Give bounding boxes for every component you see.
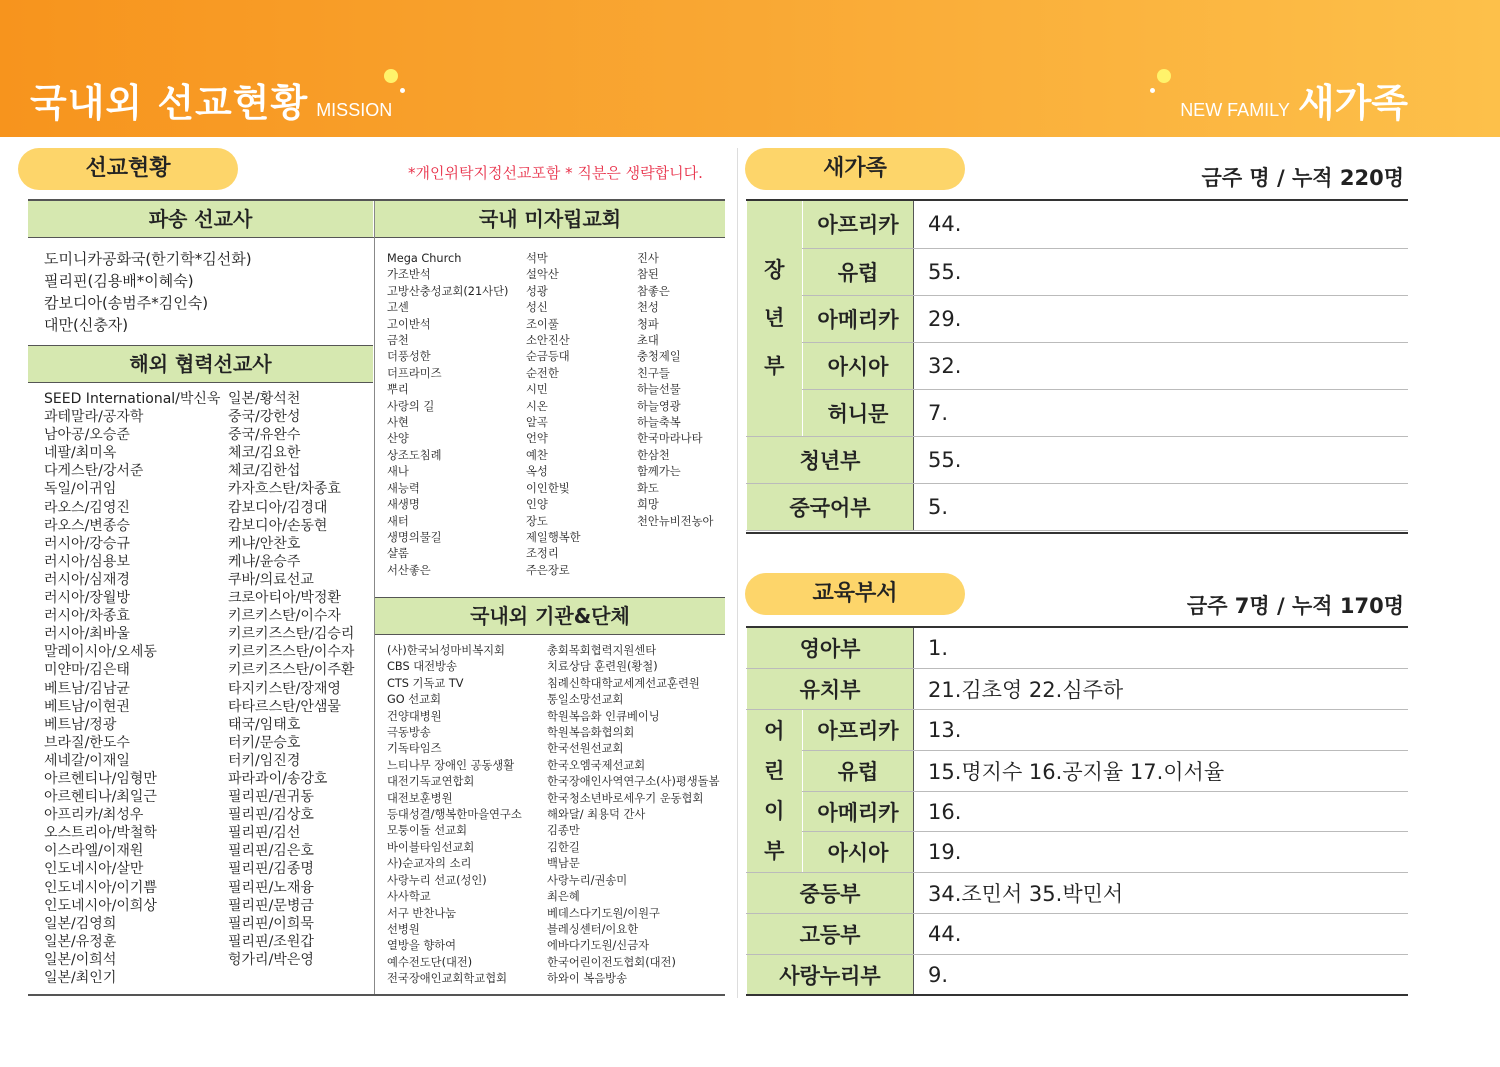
overseas-missionary-item: 파라과이/송강호 <box>228 770 328 787</box>
church-item: 인양 <box>526 498 548 512</box>
church-item: 사현 <box>387 416 409 430</box>
group-label <box>747 710 803 873</box>
church-item: 알곡 <box>526 416 548 430</box>
row-value: 21.김초영 22.심주하 <box>914 669 1409 710</box>
table-row <box>747 389 1409 436</box>
church-item: 시민 <box>526 383 548 397</box>
domestic-church-header: 국내 미자립교회 <box>375 201 725 237</box>
row-value: 55. <box>914 436 1409 483</box>
church-item: 더풍성한 <box>387 350 431 364</box>
overseas-missionary-item: 체코/김요한 <box>228 445 301 462</box>
table-row <box>747 295 1409 342</box>
church-item: 순금등대 <box>526 350 570 364</box>
sent-missionary-header: 파송 선교사 <box>28 201 373 237</box>
row-value: 55. <box>914 248 1409 295</box>
education-table <box>746 628 1408 996</box>
mission-note: *개인위탁지정선교포함 * 직분은 생략합니다. <box>408 164 703 182</box>
overseas-missionary-item: 크로아티아/박정환 <box>228 590 341 607</box>
table-row <box>747 436 1409 483</box>
overseas-missionary-item: 캄보디아/김경대 <box>228 499 328 516</box>
organization-item: 학원복음화 인큐베이닝 <box>547 709 660 723</box>
overseas-missionary-item: 인도네시아/이기쁨 <box>44 879 157 896</box>
table-row <box>747 248 1409 295</box>
church-item: 언약 <box>526 432 548 446</box>
overseas-missionary-item: 터키/문승호 <box>228 734 301 751</box>
table-row <box>747 669 1409 710</box>
overseas-missionary-item: 오스트리아/박철학 <box>44 825 157 842</box>
sent-missionary-item: 대만(신충자) <box>44 316 129 334</box>
organization-item: 전국장애인교회학교협회 <box>387 972 508 986</box>
church-item: 가조반석 <box>387 268 431 282</box>
church-item: 성광 <box>526 284 548 298</box>
church-item: 청파 <box>637 317 659 331</box>
organization-item: 학원복음화협의회 <box>547 726 635 740</box>
organization-item: 한국선원선교회 <box>547 742 624 756</box>
church-item: 서산좋은 <box>387 563 431 577</box>
church-item: 새능력 <box>387 481 420 495</box>
overseas-missionary-item: 아르헨티나/최일근 <box>44 789 157 806</box>
row-label: 고등부 <box>747 914 914 955</box>
divider <box>28 994 725 996</box>
table-row <box>747 342 1409 389</box>
church-item: 주은장로 <box>526 563 570 577</box>
overseas-missionary-item: 러시아/심용보 <box>44 553 130 570</box>
church-item: 새터 <box>387 514 409 528</box>
divider <box>746 532 1408 534</box>
overseas-missionary-item: 러시아/강승규 <box>44 535 130 552</box>
overseas-missionary-item: 타타르스탄/안샘물 <box>228 698 341 715</box>
organization-item: 모퉁이돌 선교회 <box>387 824 467 838</box>
church-item: 희망 <box>637 498 659 512</box>
organization-item: 대전보훈병원 <box>387 791 453 805</box>
decor-dot-icon <box>384 69 398 83</box>
overseas-missionary-item: 케냐/안찬호 <box>228 535 301 552</box>
church-item: 제일행복한 <box>526 530 581 544</box>
organization-item: 에바다기도원/신금자 <box>547 939 650 953</box>
church-item: 천안뉴비전농아 <box>637 514 714 528</box>
church-item: 충청제일 <box>637 350 681 364</box>
church-item: 이인한빛 <box>526 481 570 495</box>
overseas-missionary-item: 키르키즈스탄/김승리 <box>228 626 355 643</box>
organization-list-col1 <box>387 643 522 988</box>
row-value: 16. <box>914 791 1409 832</box>
mission-title <box>30 72 392 127</box>
overseas-missionary-item: 타지키스탄/장재영 <box>228 680 341 697</box>
church-item: 참좋은 <box>637 284 670 298</box>
overseas-missionary-item: 남아공/오승준 <box>44 427 130 444</box>
church-item: 시온 <box>526 399 548 413</box>
overseas-missionary-item: 캄보디아/손동현 <box>228 517 328 534</box>
group-label-char: 이 <box>764 799 785 824</box>
row-label: 사랑누리부 <box>747 954 914 995</box>
overseas-missionary-item: 키르키즈스탄/이수자 <box>228 644 355 661</box>
organization-item: CTS 기독교 TV <box>387 676 464 690</box>
row-label: 아시아 <box>803 832 914 873</box>
church-list-col2 <box>526 251 581 579</box>
mission-pill: 선교현황 <box>18 148 238 190</box>
overseas-missionary-item: 세네갈/이재일 <box>44 752 130 769</box>
church-item: 진사 <box>637 252 659 265</box>
header-banner <box>0 0 1500 137</box>
overseas-missionary-item: 독일/이귀임 <box>44 481 117 498</box>
organization-item: 김한길 <box>547 840 580 854</box>
row-value: 32. <box>914 342 1409 389</box>
church-list-col1 <box>387 251 508 579</box>
church-item: 성신 <box>526 301 548 315</box>
church-item: 장도 <box>526 514 548 528</box>
organization-item: 극동방송 <box>387 726 431 740</box>
organization-item: 블레싱센터/이요한 <box>547 922 639 936</box>
overseas-missionary-item: 인도네시아/살만 <box>44 861 144 878</box>
row-label: 청년부 <box>747 436 914 483</box>
table-row <box>747 750 1409 791</box>
newfamily-pill: 새가족 <box>745 148 965 190</box>
divider <box>375 634 725 635</box>
organization-item: 바이블타임선교회 <box>387 840 475 854</box>
organization-item: (사)한국뇌성마비복지회 <box>387 644 505 657</box>
overseas-missionary-item: 중국/강한성 <box>228 409 301 426</box>
organization-item: 사랑누리 선교(성인) <box>387 873 487 887</box>
row-value: 13. <box>914 710 1409 751</box>
overseas-missionary-item: 필리핀/노재융 <box>228 879 314 896</box>
decor-dot-icon <box>1150 88 1155 93</box>
church-item: 친구들 <box>637 366 670 380</box>
church-item: 고방산충성교회(21사단) <box>387 284 509 298</box>
overseas-missionary-item: 이스라엘/이재원 <box>44 843 144 860</box>
decor-dot-icon <box>1157 69 1171 83</box>
row-value: 5. <box>914 483 1409 530</box>
overseas-missionary-item: 베트남/이현권 <box>44 698 130 715</box>
divider <box>746 994 1408 996</box>
overseas-missionary-item: 필리핀/조원갑 <box>228 933 314 950</box>
church-item: 한삼천 <box>637 448 670 462</box>
mission-title-text: 국내외 선교현황 <box>30 81 309 125</box>
organization-item: 침례신학대학교세계선교훈련원 <box>547 676 700 690</box>
table-row <box>747 483 1409 530</box>
organization-item: 서구 반찬나눔 <box>387 906 457 920</box>
row-label: 영아부 <box>747 628 914 669</box>
overseas-missionary-item: 필리핀/김상호 <box>228 807 314 824</box>
church-item: 함께가는 <box>637 465 681 479</box>
church-item: 화도 <box>637 481 659 495</box>
church-item: 샬롬 <box>387 547 409 561</box>
overseas-missionary-item: 일본/김영희 <box>44 915 117 932</box>
row-value: 15.명지수 16.공지율 17.이서율 <box>914 750 1409 791</box>
overseas-missionary-item: 필리핀/김선 <box>228 825 301 842</box>
education-pill: 교육부서 <box>745 573 965 615</box>
overseas-missionary-item: 필리핀/문병금 <box>228 897 314 914</box>
organization-item: 하와이 복음방송 <box>547 972 627 986</box>
table-row <box>747 791 1409 832</box>
overseas-missionary-item: 과테말라/공자학 <box>44 409 144 426</box>
group-label <box>747 201 803 436</box>
organization-item: 해와달/ 최용덕 간사 <box>547 808 646 822</box>
church-item: 생명의물길 <box>387 530 442 544</box>
overseas-missionary-item: 키르키스탄/이수자 <box>228 608 341 625</box>
organization-item: 통일소망선교회 <box>547 693 624 707</box>
group-label-char: 년 <box>764 306 785 331</box>
overseas-missionary-item: 케냐/윤승주 <box>228 553 301 570</box>
organization-item: 기독타임즈 <box>387 742 442 756</box>
overseas-missionary-item: 아프리카/최성우 <box>44 807 144 824</box>
row-label: 아프리카 <box>803 201 914 248</box>
overseas-missionary-item: 필리핀/김종명 <box>228 861 314 878</box>
organization-item: 건양대병원 <box>387 709 442 723</box>
newfamily-stat: 금주 명 / 누적 220명 <box>1201 166 1404 190</box>
overseas-missionary-item: 러시아/차종효 <box>44 608 130 625</box>
group-label-char: 부 <box>764 839 785 864</box>
church-item: 초대 <box>637 334 659 348</box>
newfamily-table <box>746 201 1408 531</box>
overseas-missionary-item: 라오스/변종승 <box>44 517 130 534</box>
organization-item: 치료상담 훈련원(황철) <box>547 660 658 674</box>
group-label-char: 린 <box>764 759 785 784</box>
organization-item: 총회목회협력지원센타 <box>547 644 657 657</box>
mission-subtitle: MISSION <box>316 100 393 120</box>
overseas-missionary-item: 인도네시아/이희상 <box>44 897 157 914</box>
overseas-missionary-item: 미얀마/김은태 <box>44 662 130 679</box>
overseas-missionary-item: 중국/유완수 <box>228 427 301 444</box>
church-item: 금천 <box>387 334 409 348</box>
group-label-char: 부 <box>764 354 785 379</box>
overseas-missionary-item: 카자흐스탄/차종효 <box>228 481 341 498</box>
row-value: 44. <box>914 201 1409 248</box>
overseas-missionary-item: 터키/임진경 <box>228 752 301 769</box>
organization-list-col2 <box>547 643 720 988</box>
church-item: 조이풀 <box>526 317 559 331</box>
organization-item: 사랑누리/권송미 <box>547 873 628 887</box>
page-divider <box>737 148 738 998</box>
row-value: 19. <box>914 832 1409 873</box>
organization-item: 등대성결/행복한마을연구소 <box>387 808 522 822</box>
overseas-missionary-item: 라오스/김영진 <box>44 499 130 516</box>
sent-missionary-item: 필리핀(김용배*이혜숙) <box>44 272 194 290</box>
education-stat: 금주 7명 / 누적 170명 <box>1186 594 1404 618</box>
church-item: 하늘영광 <box>637 399 681 413</box>
church-item: 새나 <box>387 465 409 479</box>
row-label: 허니문 <box>803 389 914 436</box>
church-item: 한국마라나타 <box>637 432 703 446</box>
group-label-char: 어 <box>764 719 785 744</box>
church-item: 예찬 <box>526 448 548 462</box>
overseas-list-col1 <box>44 390 220 987</box>
overseas-missionary-item: 일본/최인기 <box>44 970 117 986</box>
overseas-missionary-item: 일본/황석천 <box>228 391 301 407</box>
church-item: 사랑의 길 <box>387 399 435 413</box>
table-row <box>747 954 1409 995</box>
organization-item: 한국청소년바로세우기 운동협회 <box>547 791 704 805</box>
overseas-missionary-item: 일본/유정훈 <box>44 933 117 950</box>
organization-item: 열방을 향하여 <box>387 939 457 953</box>
overseas-missionary-item: 필리핀/김은호 <box>228 843 314 860</box>
overseas-list-col2 <box>228 390 354 969</box>
table-row <box>747 201 1409 248</box>
organization-item: 사)순교자의 소리 <box>387 857 472 871</box>
row-value: 34.조민서 35.박민서 <box>914 873 1409 914</box>
row-label: 아메리카 <box>803 791 914 832</box>
church-item: 옥성 <box>526 465 548 479</box>
church-item: 하늘선물 <box>637 383 681 397</box>
row-label: 중등부 <box>747 873 914 914</box>
church-item: 설악산 <box>526 268 559 282</box>
overseas-missionary-item: 필리핀/권귀동 <box>228 789 314 806</box>
table-row <box>747 832 1409 873</box>
overseas-missionary-item: 베트남/정광 <box>44 716 117 733</box>
table-row <box>747 710 1409 751</box>
organization-item: 대전기독교연합회 <box>387 775 475 789</box>
table-row <box>747 873 1409 914</box>
sent-missionary-item: 캄보디아(송범주*김인숙) <box>44 294 209 312</box>
row-value: 29. <box>914 295 1409 342</box>
church-item: 상조도침례 <box>387 448 442 462</box>
church-item: 고이반석 <box>387 317 431 331</box>
divider <box>28 237 725 238</box>
organization-item: 한국오엠국제선교회 <box>547 758 646 772</box>
church-item: 참된 <box>637 268 659 282</box>
overseas-missionary-header: 해외 협력선교사 <box>28 346 373 382</box>
overseas-missionary-item: 일본/이희석 <box>44 951 117 968</box>
overseas-missionary-item: 러시아/장월방 <box>44 590 130 607</box>
overseas-missionary-item: 태국/임태호 <box>228 716 301 733</box>
overseas-missionary-item: 네팔/최미옥 <box>44 445 117 462</box>
church-item: 조정리 <box>526 547 559 561</box>
row-value: 44. <box>914 914 1409 955</box>
row-label: 아메리카 <box>803 295 914 342</box>
organization-item: 사사학교 <box>387 890 431 904</box>
group-label-char: 장 <box>764 258 785 283</box>
organization-item: 최은혜 <box>547 890 580 904</box>
church-item: 석막 <box>526 252 548 265</box>
overseas-missionary-item: 헝가리/박은영 <box>228 951 314 968</box>
overseas-missionary-item: 다게스탄/강서준 <box>44 463 144 480</box>
organization-item: 한국장애인사역연구소(사)평생돌봄 <box>547 775 720 789</box>
church-item: 순전한 <box>526 366 559 380</box>
sent-missionary-item: 도미니카공화국(한기학*김선화) <box>44 250 252 268</box>
overseas-missionary-item: 말레이시아/오세동 <box>44 644 157 661</box>
overseas-missionary-item: 베트남/김남균 <box>44 680 130 697</box>
overseas-missionary-item: 브라질/한도수 <box>44 734 130 751</box>
overseas-missionary-item: 키르키즈스탄/이주환 <box>228 662 355 679</box>
divider <box>28 382 373 383</box>
church-item: Mega Church <box>387 252 462 265</box>
organization-item: 김종만 <box>547 824 580 838</box>
row-label: 아프리카 <box>803 710 914 751</box>
church-item: 새생명 <box>387 498 420 512</box>
church-item: 하늘축복 <box>637 416 681 430</box>
church-item: 산양 <box>387 432 409 446</box>
church-item: 천성 <box>637 301 659 315</box>
organization-header: 국내외 기관&단체 <box>375 598 725 634</box>
church-item: 뿌리 <box>387 383 409 397</box>
overseas-missionary-item: 필리핀/이희묵 <box>228 915 314 932</box>
overseas-missionary-item: 러시아/최바울 <box>44 626 130 643</box>
row-label: 중국어부 <box>747 483 914 530</box>
organization-item: 느티나무 장애인 공동생활 <box>387 758 515 772</box>
row-label: 유럽 <box>803 750 914 791</box>
row-label: 아시아 <box>803 342 914 389</box>
organization-item: CBS 대전방송 <box>387 660 457 674</box>
newfamily-title <box>1180 72 1408 127</box>
row-label: 유치부 <box>747 669 914 710</box>
table-row <box>747 914 1409 955</box>
organization-item: GO 선교회 <box>387 693 441 707</box>
overseas-missionary-item: 러시아/심재경 <box>44 571 130 588</box>
decor-dot-icon <box>400 88 405 93</box>
row-label: 유럽 <box>803 248 914 295</box>
organization-item: 베데스다기도원/이원구 <box>547 906 660 920</box>
church-item: 소안진산 <box>526 334 570 348</box>
overseas-missionary-item: SEED International/박신욱 <box>44 391 221 407</box>
organization-item: 한국어린이전도협회(대전) <box>547 955 676 969</box>
overseas-missionary-item: 아르헨티나/임형만 <box>44 770 157 787</box>
organization-item: 백남문 <box>547 857 580 871</box>
table-row <box>747 628 1409 669</box>
church-item: 고센 <box>387 301 409 315</box>
row-value: 1. <box>914 628 1409 669</box>
overseas-missionary-item: 쿠바/의료선교 <box>228 571 314 588</box>
overseas-missionary-item: 체코/김한섭 <box>228 463 301 480</box>
newfamily-subtitle: NEW FAMILY <box>1180 100 1290 120</box>
organization-item: 예수전도단(대전) <box>387 955 473 969</box>
sent-missionary-list <box>44 248 252 336</box>
organization-item: 선병원 <box>387 922 420 936</box>
church-list-col3 <box>637 251 713 530</box>
church-item: 더프라미즈 <box>387 366 442 380</box>
row-value: 7. <box>914 389 1409 436</box>
newfamily-title-text: 새가족 <box>1297 81 1408 125</box>
row-value: 9. <box>914 954 1409 995</box>
